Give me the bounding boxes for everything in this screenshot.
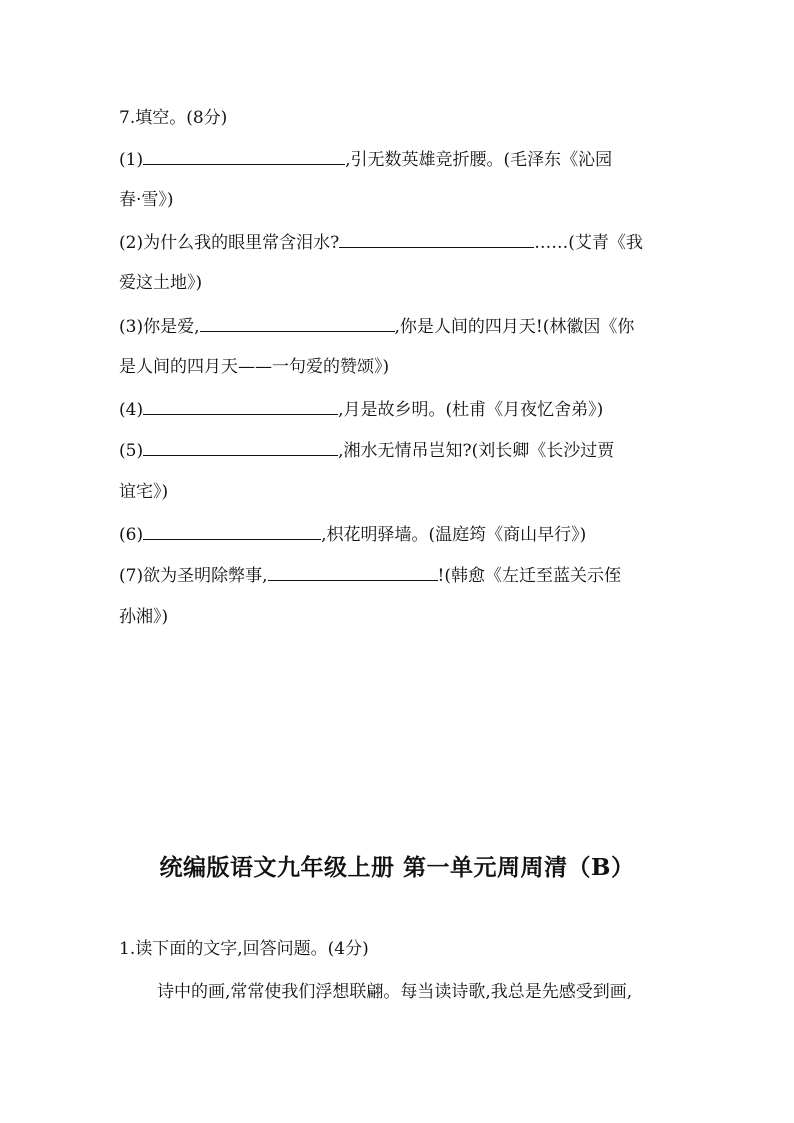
question-7-1-continued: 春·雪》): [119, 190, 174, 210]
item-text: ,枳花明驿墙。(温庭筠《商山早行》): [321, 525, 587, 545]
item-text: 欲为圣明除弊事,: [143, 566, 268, 586]
item-text: 你是爱,: [143, 317, 200, 337]
question-7-6: [119, 522, 586, 547]
answer-blank[interactable]: [143, 397, 338, 415]
answer-blank[interactable]: [339, 230, 534, 248]
item-text: ,湘水无情吊岂知?(刘长卿《长沙过贾: [338, 441, 615, 461]
question-7-7-continued: 孙湘》): [119, 607, 169, 627]
worksheet-title: 统编版语文九年级上册 第一单元周周清（B）: [159, 854, 635, 881]
question-7-5-continued: 谊宅》): [119, 482, 169, 502]
item-text: ……(艾青《我: [534, 233, 643, 253]
question-7-3: [119, 314, 634, 339]
answer-blank[interactable]: [268, 563, 438, 581]
item-text: 为什么我的眼里常含泪水?: [143, 233, 340, 253]
question-7-2: [119, 230, 643, 255]
answer-blank[interactable]: [143, 147, 345, 165]
item-text: ,月是故乡明。(杜甫《月夜忆舍弟》): [338, 400, 604, 420]
item-text: !(韩愈《左迁至蓝关示侄: [437, 566, 621, 586]
item-number: (6): [119, 525, 144, 545]
item-text: ,引无数英雄竞折腰。(毛泽东《沁园: [345, 150, 613, 170]
item-number: (5): [119, 441, 144, 461]
item-number: (2): [119, 233, 144, 253]
question-7-3-continued: 是人间的四月天——一句爱的赞颂》): [119, 357, 390, 377]
question-7-header: 7.填空。(8分): [119, 108, 228, 128]
question-7-7: [119, 563, 621, 588]
question-1-header: 1.读下面的文字,回答问题。(4分): [119, 939, 369, 959]
answer-blank[interactable]: [143, 438, 338, 456]
answer-blank[interactable]: [143, 522, 321, 540]
item-number: (7): [119, 566, 144, 586]
question-7-1: [119, 147, 612, 172]
question-7-5: [119, 438, 614, 463]
question-7-4: [119, 397, 603, 422]
answer-blank[interactable]: [200, 314, 395, 332]
item-number: (3): [119, 317, 144, 337]
reading-passage: 诗中的画,常常使我们浮想联翩。每当读诗歌,我总是先感受到画,: [157, 982, 633, 1002]
item-number: (4): [119, 400, 144, 420]
item-number: (1): [119, 150, 144, 170]
item-text: ,你是人间的四月天!(林徽因《你: [394, 317, 635, 337]
question-7-2-continued: 爱这土地》): [119, 273, 203, 293]
